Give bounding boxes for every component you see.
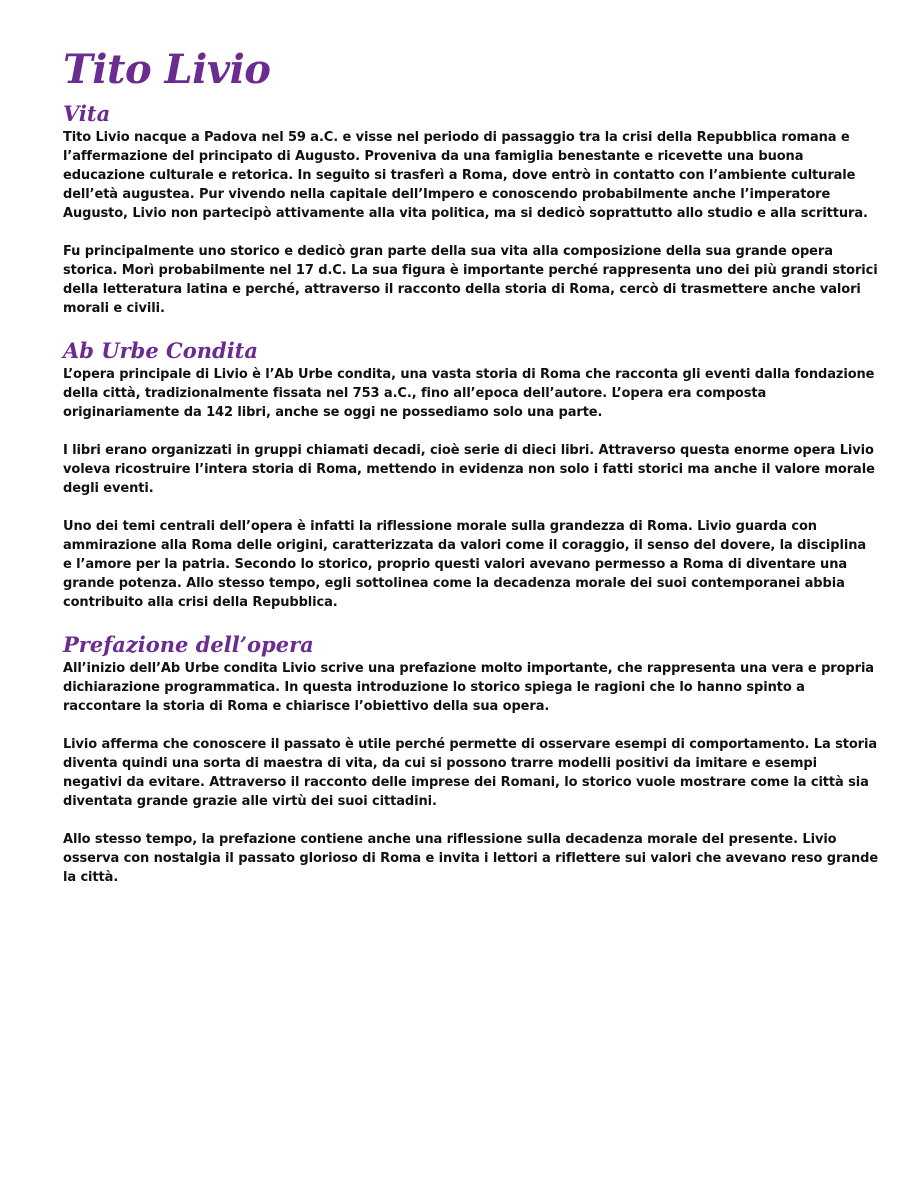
page-title: Tito Livio: [63, 46, 271, 93]
section-heading: Ab Urbe Condita: [63, 338, 258, 363]
paragraph: Uno dei temi centrali dell’opera è infatti la riflessione morale sulla grandezza di Roma. Livio guarda con ammirazione alla Roma delle origini, caratterizzata da valori come il coraggio, il senso del dovere, la disciplina e l’amore per la patria. Secondo lo storico, proprio questi valori avevano permesso a Roma di diventare una grande potenza. Allo stesso tempo, egli sottolinea come la decadenza morale dei suoi contemporanei abbia contribuito alla crisi della Repubblica.: [63, 519, 867, 610]
paragraph: Livio afferma che conoscere il passato è utile perché permette di osservare esempi di comportamento. La storia diventa quindi una sorta di maestra di vita, da cui si possono trarre modelli positivi da imitare e esempi negativi da evitare. Attraverso il racconto delle imprese dei Romani, lo storico vuole mostrare come la città sia diventata grande grazie alle virtù dei suoi cittadini.: [63, 737, 877, 809]
paragraph: All’inizio dell’Ab Urbe condita Livio scrive una prefazione molto importante, che rappresenta una vera e propria dichiarazione programmatica. In questa introduzione lo storico spiega le ragioni che lo hanno spinto a raccontare la storia di Roma e chiarisce l’obiettivo della sua opera.: [63, 661, 874, 714]
document-page: [63, 42, 879, 906]
section-heading: Vita: [63, 101, 111, 126]
paragraph: L’opera principale di Livio è l’Ab Urbe condita, una vasta storia di Roma che racconta gli eventi dalla fondazione della città, tradizionalmente fissata nel 753 a.C., fino all’epoca dell’autore. L’opera era composta originariamente da 142 libri, anche se oggi ne possediamo solo una parte.: [63, 367, 875, 420]
section-ab-urbe-condita: [63, 337, 879, 612]
section-heading: Prefazione dell’opera: [63, 632, 314, 657]
paragraph: Tito Livio nacque a Padova nel 59 a.C. e visse nel periodo di passaggio tra la crisi della Repubblica romana e l’affermazione del principato di Augusto. Proveniva da una famiglia benestante e ricevette una buona educazione culturale e retorica. In seguito si trasferì a Roma, dove entrò in contatto con l’ambiente culturale dell’età augustea. Pur vivendo nella capitale dell’Impero e conoscendo probabilmente anche l’imperatore Augusto, Livio non partecipò attivamente alla vita politica, ma si dedicò soprattutto allo studio e alla scrittura.: [63, 130, 868, 221]
paragraph: Fu principalmente uno storico e dedicò gran parte della sua vita alla composizione della sua grande opera storica. Morì probabilmente nel 17 d.C. La sua figura è importante perché rappresenta uno dei più grandi storici della letteratura latina e perché, attraverso il racconto della storia di Roma, cercò di trasmettere anche valori morali e civili.: [63, 244, 878, 316]
paragraph: I libri erano organizzati in gruppi chiamati decadi, cioè serie di dieci libri. Attraverso questa enorme opera Livio voleva ricostruire l’intera storia di Roma, mettendo in evidenza non solo i fatti storici ma anche il valore morale degli eventi.: [63, 443, 875, 496]
section-vita: [63, 100, 879, 318]
paragraph: Allo stesso tempo, la prefazione contiene anche una riflessione sulla decadenza morale del presente. Livio osserva con nostalgia il passato glorioso di Roma e invita i lettori a riflettere sui valori che avevano reso grande la città.: [63, 832, 879, 885]
section-prefazione: [63, 631, 879, 887]
